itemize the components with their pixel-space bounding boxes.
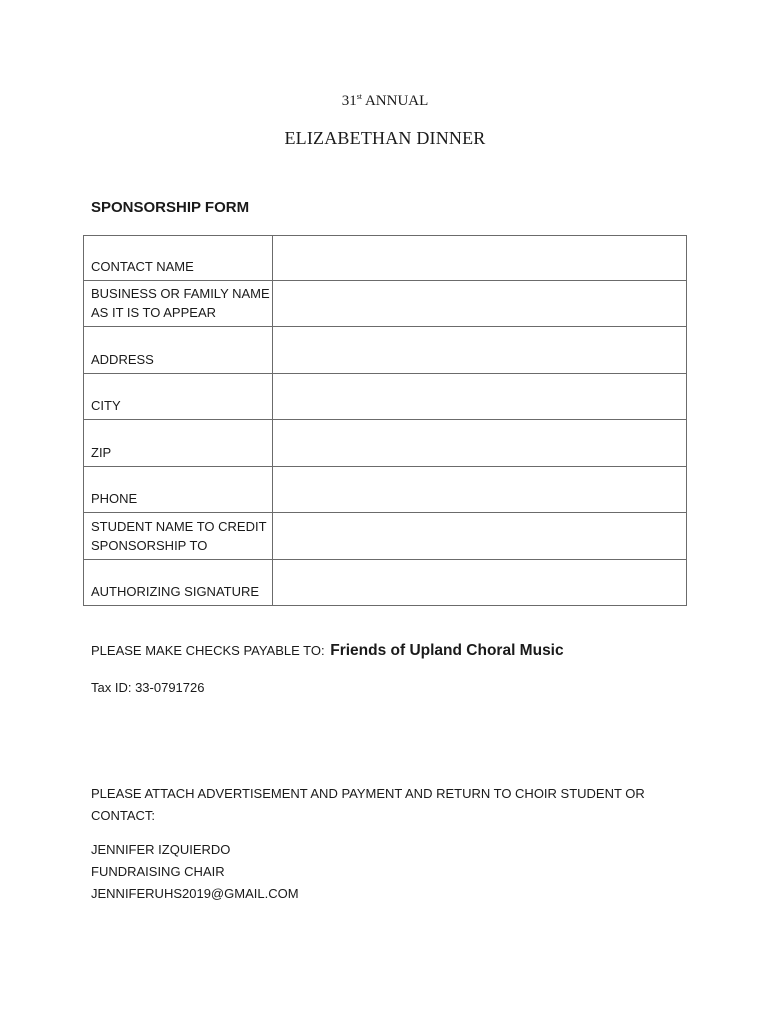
- annual-number: 31: [341, 93, 357, 109]
- tax-id: Tax ID: 33-0791726: [91, 680, 205, 695]
- address-label: ADDRESS: [84, 327, 273, 374]
- contact-name: JENNIFER IZQUIERDO: [91, 842, 231, 857]
- student-name-field[interactable]: [273, 513, 687, 560]
- contact-block: [91, 839, 299, 905]
- payee-name: Friends of Upland Choral Music: [330, 642, 564, 659]
- signature-field[interactable]: [273, 560, 687, 606]
- form-row-zip: [84, 420, 687, 467]
- city-field[interactable]: [273, 374, 687, 420]
- zip-field[interactable]: [273, 420, 687, 467]
- checks-payable-line: [91, 642, 564, 660]
- business-name-label: BUSINESS OR FAMILY NAME AS IT IS TO APPEAR: [84, 281, 273, 327]
- event-title: ELIZABETHAN DINNER: [284, 128, 486, 148]
- attach-instructions: PLEASE ATTACH ADVERTISEMENT AND PAYMENT AND RETURN TO CHOIR STUDENT OR CONTACT:: [91, 786, 645, 823]
- form-row-contact-name: [84, 236, 687, 281]
- address-field[interactable]: [273, 327, 687, 374]
- form-row-signature: [84, 560, 687, 606]
- phone-field[interactable]: [273, 467, 687, 513]
- student-name-label: STUDENT NAME TO CREDIT SPONSORSHIP TO: [84, 513, 273, 560]
- form-row-city: [84, 374, 687, 420]
- form-row-student-name: [84, 513, 687, 560]
- form-row-business-name: [84, 281, 687, 327]
- form-title: SPONSORSHIP FORM: [91, 199, 250, 216]
- contact-role: FUNDRAISING CHAIR: [91, 864, 225, 879]
- signature-label: AUTHORIZING SIGNATURE: [84, 560, 273, 606]
- zip-label: ZIP: [84, 420, 273, 467]
- annual-heading: [0, 92, 770, 110]
- contact-email: JENNIFERUHS2019@GMAIL.COM: [91, 886, 299, 901]
- city-label: CITY: [84, 374, 273, 420]
- business-name-field[interactable]: [273, 281, 687, 327]
- checks-payable-label: PLEASE MAKE CHECKS PAYABLE TO:: [91, 643, 325, 658]
- form-row-phone: [84, 467, 687, 513]
- sponsorship-form-table: [83, 235, 687, 606]
- form-row-address: [84, 327, 687, 374]
- contact-name-field[interactable]: [273, 236, 687, 281]
- contact-name-label: CONTACT NAME: [84, 236, 273, 281]
- annual-suffix: st: [356, 92, 363, 101]
- phone-label: PHONE: [84, 467, 273, 513]
- annual-word: ANNUAL: [364, 93, 429, 109]
